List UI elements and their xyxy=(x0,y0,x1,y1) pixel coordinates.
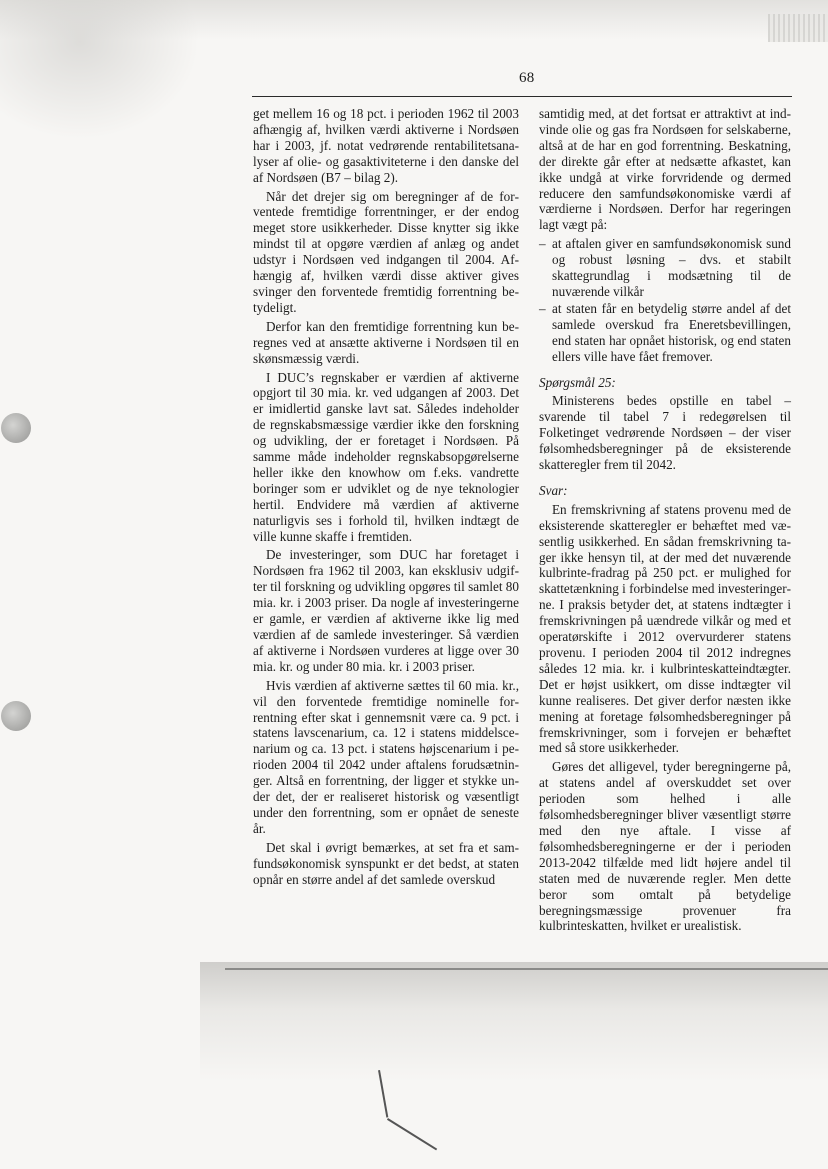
list-item: – at staten får en betydelig større andel af det samlede overskud fra Eneretsbevillingen, end staten har opnået historisk, og end staten ellers ville have fået fremover. xyxy=(539,301,791,365)
right-column xyxy=(539,106,791,937)
punch-hole-icon xyxy=(1,413,31,443)
header-rule xyxy=(252,96,792,97)
paragraph: Hvis værdien af aktiverne sættes til 60 mia. kr., vil den forventede fremtidige nominelle forrentning efter skat i gennemsnit være ca. 9 pct. i statens lavscenarium, ca. 12 i statens middelscenarium og ca. 13 pct. i statens højscenarium i perioden 2004 til 2042 under aftalens forudsætninger. Altså en forrentning, der ligger et stykke under det, der er realiseret historisk og væsentligt under den forrentning, som er opnået de seneste år. xyxy=(253,677,519,836)
punch-hole-icon xyxy=(1,701,31,731)
paragraph: Det skal i øvrigt bemærkes, at set fra et samfundsøkonomisk synspunkt er det bedst, at staten opnår en større andel af det samlede overskud xyxy=(253,839,519,887)
list-item: – at aftalen giver en samfundsøkonomisk sund og robust løsning – dvs. et stabilt skattegrundlag i modsætning til de nuværende vilkår xyxy=(539,236,791,300)
scan-shadow-bottom xyxy=(200,962,828,1082)
left-column xyxy=(253,106,519,891)
answer-paragraph: Gøres det alligevel, tyder beregningerne på, at statens andel af overskuddet set over perioden som helhed i alle følsomhedsberegninger bliver væsentligt større med den nye aftale. I visse af følsomhedsberegningerne er der i perioden 2013-2042 tilfælde med lidt højere andel til staten med de nuværende regler. Men dette beror som omtalt på betydelige beregningsmæssige provenuer fra kulbrinteskatten, hvilket er urealistisk. xyxy=(539,759,791,934)
bullet-list xyxy=(539,236,791,364)
paragraph: I DUC’s regnskaber er værdien af aktiverne opgjort til 30 mia. kr. ved udgangen af 2003. Det er imidlertid ganske lavt sat. Således indeholder de regnskabsmæssige værdier ikke den forskning og udvikling, der er foretaget i Nordsøen. På samme måde indeholder regnskabsopgørelserne heller ikke den knowhow om f.eks. vandrette boringer som er udviklet og de nye teknologier hertil. Endvidere må værdien af aktiverne naturligvis ses i forhold til, hvilken indtægt de ville kunne skaffe i fremtiden. xyxy=(253,369,519,544)
paragraph: Når det drejer sig om beregninger af de forventede fremtidige forrentninger, er der endog meget store usikkerheder. Disse knytter sig ikke mindst til at opgøre værdien af anlæg og andet udstyr i Nordsøen ved indgangen til 2004. Afhængig af, hvilken værdi disse aktiver gives svinger den forventede fremtidig forrentning betydeligt. xyxy=(253,188,519,315)
pen-mark xyxy=(387,1118,437,1150)
scan-shadow-left xyxy=(0,0,200,140)
scan-bottom-edge xyxy=(225,968,828,970)
scan-noise-corner xyxy=(768,14,828,42)
question-text: Ministerens bedes opstille en tabel – svarende til tabel 7 i redegørelsen til Folketinget vedrørende Nordsøen – der viser følsomhedsberegninger på de eksisterende skatteregler frem til 2042. xyxy=(539,393,791,473)
question-label: Spørgsmål 25: xyxy=(539,374,616,390)
paragraph: De investeringer, som DUC har foretaget i Nordsøen fra 1962 til 2003, kan eksklusiv udgifter til forskning og udvikling opgøres til samlet 80 mia. kr. i 2003 priser. Da nogle af investeringerne er gamle, er værdien af aktiverne ikke lig med værdien af de samlede investeringer. Så værdien af aktiverne i Nordsøen vurderes at ligge over 30 mia. kr. og under 80 mia. kr. i 2003 priser. xyxy=(253,547,519,674)
answer-paragraph: En fremskrivning af statens provenu med de eksisterende skatteregler er behæftet med væsentlig usikkerhed. En sådan fremskrivning tager ikke hensyn til, at der med det nuværende kulbrinte-fradrag på 250 pct. er mulighed for skattetænkning i forbindelse med investeringerne. I praksis betyder det, at statens indtægter i fremskrivningen på uændrede vilkår og med et operatørskifte i 2012 overvurderer statens provenu. I perioden 2004 til 2012 indregnes således 12 mia. kr. i kulbrinteskatteindtægter. Det er højst usikkert, om disse indtægter vil kunne realiseres. Det giver derfor næsten ikke mening at foretage følsomhedsberegninger på fremskrivninger, som i forvejen er behæftet med så store usikkerheder. xyxy=(539,501,791,756)
paragraph: Derfor kan den fremtidige forrentning kun beregnes ved at ansætte aktiverne i Nordsøen til en skønsmæssig værdi. xyxy=(253,318,519,366)
answer-label: Svar: xyxy=(539,482,568,498)
paragraph: samtidig med, at det fortsat er attraktivt at indvinde olie og gas fra Nordsøen for selskaberne, altså at de har en god forrentning. Beskatning, der direkte går efter at nedsætte afkastet, kan ikke undgå at virke forvridende og dermed reducere den samfundsøkonomiske værdi af værdierne i Nordsøen. Derfor har regeringen lagt vægt på: xyxy=(539,106,791,233)
paragraph: get mellem 16 og 18 pct. i perioden 1962 til 2003 afhængig af, hvilken værdi aktiverne i Nordsøen har i 2003, jf. notat vedrørende rentabilitetsanalyser af olie- og gasaktiviteterne i den danske del af Nordsøen (B7 – bilag 2). xyxy=(253,106,519,185)
page-number: 68 xyxy=(519,70,535,86)
